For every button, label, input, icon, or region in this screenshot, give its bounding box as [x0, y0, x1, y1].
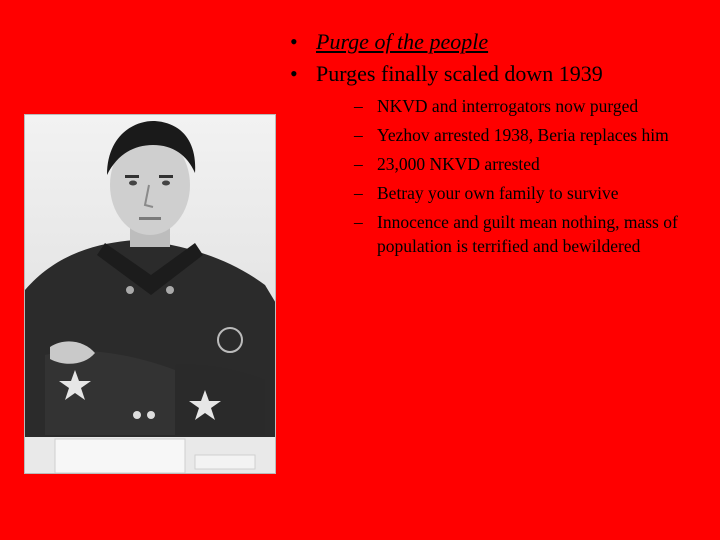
bullet-purges-scaled-down [286, 58, 706, 258]
sub-bullet-text: 23,000 NKVD arrested [377, 154, 540, 174]
sub-bullet-innocence-guilt [347, 210, 706, 258]
bullet-marker: • [290, 29, 298, 54]
sub-bullet-list [316, 94, 706, 258]
sub-bullet-nkvd-purged [347, 94, 706, 118]
bullet-text: Purges finally scaled down 1939 [316, 61, 603, 86]
bullet-marker: • [290, 61, 298, 86]
dash-marker: – [354, 183, 363, 203]
dash-marker: – [354, 96, 363, 116]
sub-bullet-betray-family [347, 181, 706, 205]
sub-bullet-text: Betray your own family to survive [377, 183, 619, 203]
sub-bullet-text: Innocence and guilt mean nothing, mass of population is terrified and bewildered [377, 212, 678, 256]
dash-marker: – [354, 125, 363, 145]
dash-marker: – [354, 212, 363, 232]
bullet-purge-of-the-people[interactable] [286, 26, 706, 58]
portrait-photo [24, 114, 276, 474]
sub-bullet-text: Yezhov arrested 1938, Beria replaces him [377, 125, 669, 145]
dash-marker: – [354, 154, 363, 174]
portrait-image [25, 115, 276, 474]
main-bullet-list [286, 26, 706, 258]
sub-bullet-text: NKVD and interrogators now purged [377, 96, 639, 116]
sub-bullet-nkvd-arrested [347, 152, 706, 176]
purge-of-the-people-link[interactable]: Purge of the people [316, 29, 489, 54]
bullet-content [286, 26, 706, 263]
sub-bullet-yezhov-arrested [347, 123, 706, 147]
